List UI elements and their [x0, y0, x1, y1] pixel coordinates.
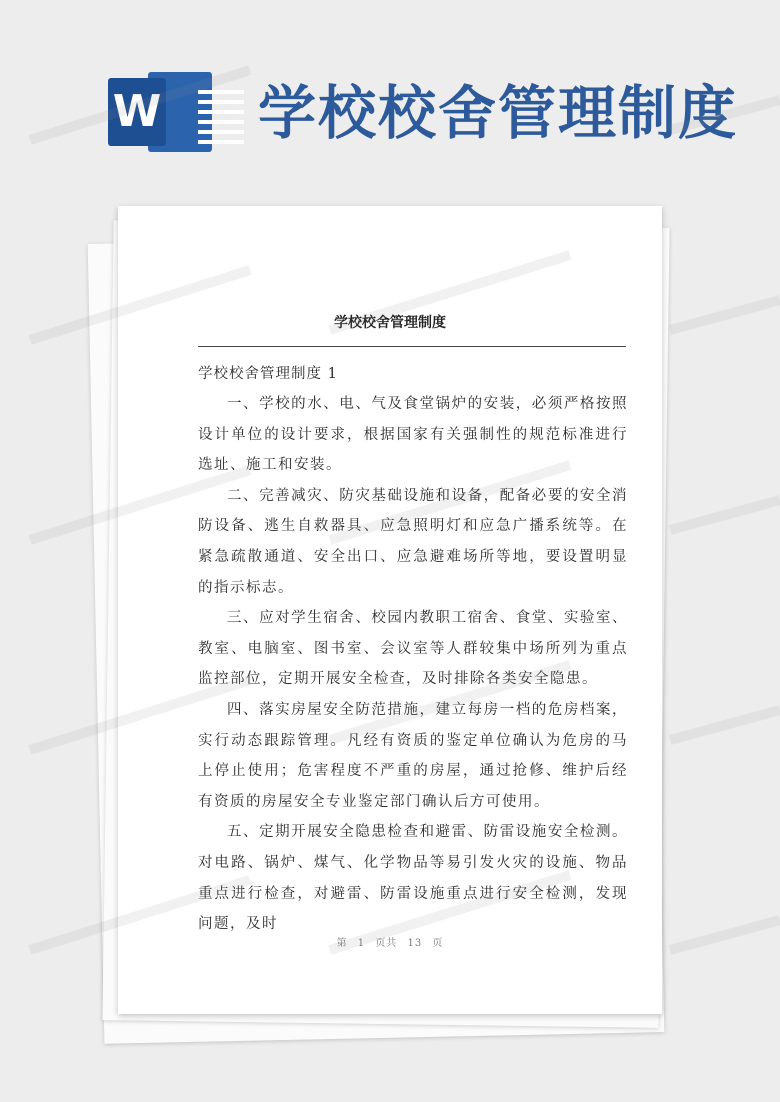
- paragraph-1: 一、学校的水、电、气及食堂锅炉的安装，必须严格按照设计单位的设计要求，根据国家有关强制性的规范标准进行选址、施工和安装。: [198, 396, 628, 474]
- paragraph-3: 三、应对学生宿舍、校园内教职工宿舍、食堂、实验室、教室、电脑室、图书室、会议室等人群较集中场所列为重点监控部位，定期开展安全检查，及时排除各类安全隐患。: [198, 610, 628, 688]
- banner-title: 学校校舍管理制度: [258, 79, 739, 147]
- footer-page-total: 13: [407, 938, 423, 949]
- footer-mid: 页共: [375, 938, 398, 949]
- page-footer: [118, 934, 662, 949]
- section-heading: 学校校舍管理制度 1: [198, 366, 338, 382]
- document-title: 学校校舍管理制度: [334, 315, 446, 331]
- paragraph-4: 四、落实房屋安全防范措施，建立每房一档的危房档案，实行动态跟踪管理。凡经有资质的鉴定单位确认为危房的马上停止使用；危害程度不严重的房屋，通过抢修、维护后经有资质的房屋安全专业鉴定部门确认后方可使用。: [198, 701, 628, 810]
- document-body: [198, 356, 628, 940]
- title-divider: [198, 346, 626, 347]
- word-logo-lines: [198, 90, 244, 150]
- footer-page-current: 1: [357, 938, 366, 949]
- paragraph-5: 五、定期开展安全隐患检查和避雷、防雷设施安全检测。对电路、锅炉、煤气、化学物品等易引发火灾的设施、物品重点进行检查，对避雷、防雷设施重点进行安全检测，发现问题，及时: [198, 824, 628, 933]
- banner: [0, 0, 780, 200]
- word-logo-letter: W: [108, 78, 166, 146]
- footer-suffix: 页: [432, 938, 444, 949]
- document-page: [118, 206, 662, 1014]
- footer-prefix: 第: [336, 938, 348, 949]
- paragraph-2: 二、完善减灾、防灾基础设施和设备，配备必要的安全消防设备、逃生自救器具、应急照明灯和应急广播系统等。在紧急疏散通道、安全出口、应急避难场所等地，要设置明显的指示标志。: [198, 487, 628, 596]
- word-logo-icon: [108, 68, 212, 156]
